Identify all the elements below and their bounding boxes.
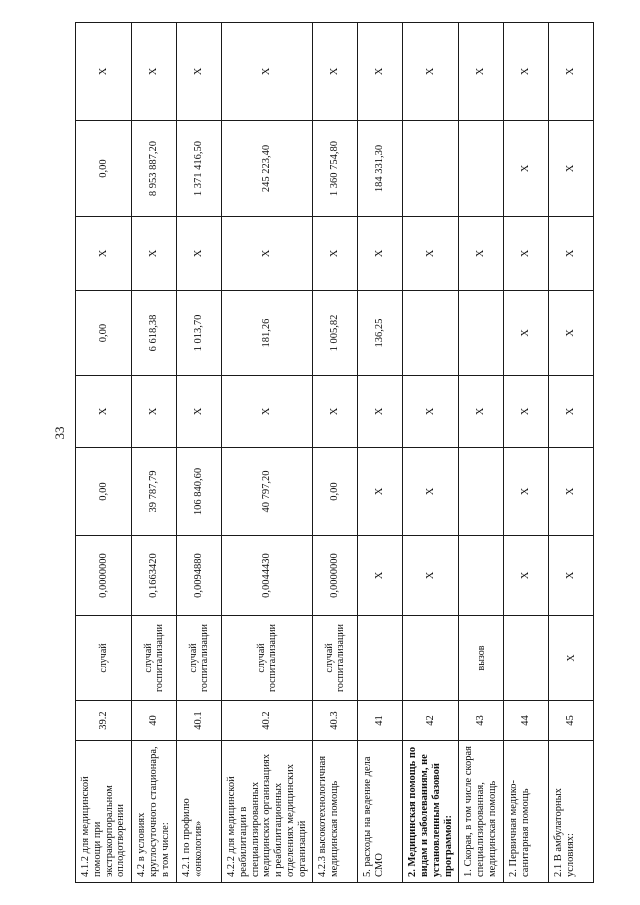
cell-c8: X [358,217,403,291]
cell-code: 40.2 [222,701,313,741]
cell-c6: X [504,376,549,448]
cell-c5: X [504,448,549,536]
row-label: 2. Медицинская помощь по видам и заболеваниям, не установленным базовой программой: [403,741,459,883]
cell-c4: X [358,536,403,616]
cell-c6: X [313,376,358,448]
row-label: 4.2.3 высокотехнологичная медицинская помощь [313,741,358,883]
cell-c9 [459,121,504,217]
cell-c8: X [177,217,222,291]
cell-c10: X [549,23,594,121]
cell-c6: X [222,376,313,448]
cell-c5: X [403,448,459,536]
cell-code: 40.1 [177,701,222,741]
cell-unit: случай госпитализации [132,616,177,701]
cell-c9 [403,121,459,217]
cell-c4: 0,0000000 [76,536,132,616]
cell-c10: X [313,23,358,121]
cell-c10: X [132,23,177,121]
row-label: 2.1 В амбулаторных условиях: [549,741,594,883]
cell-c7 [403,291,459,376]
cell-c9: X [504,121,549,217]
cell-c6: X [549,376,594,448]
cell-c4: X [403,536,459,616]
cell-c4: X [549,536,594,616]
cell-c7: X [504,291,549,376]
cell-code: 44 [504,701,549,741]
cell-c5: X [358,448,403,536]
page-number: 33 [52,426,67,439]
cell-c10: X [403,23,459,121]
cell-c4: 0,0000000 [313,536,358,616]
cell-c5: 39 787,79 [132,448,177,536]
cell-c9: 245 223,40 [222,121,313,217]
cell-c5: 40 797,20 [222,448,313,536]
cell-c9: X [549,121,594,217]
row-label: 5. расходы на ведение дела СМО [358,741,403,883]
table-row [313,23,358,883]
cell-c4: 0,0044430 [222,536,313,616]
row-label: 4.2.1 по профилю «онкология» [177,741,222,883]
cell-c7: 0,00 [76,291,132,376]
row-label: 4.2 в условиях круглосуточного стационара, в том числе: [132,741,177,883]
cell-c10: X [222,23,313,121]
cell-c10: X [504,23,549,121]
cell-c9: 1 371 416,50 [177,121,222,217]
cell-code: 39.2 [76,701,132,741]
cell-c6: X [358,376,403,448]
table-row [222,23,313,883]
cell-c5: 0,00 [76,448,132,536]
table-row [358,23,403,883]
cell-c4 [459,536,504,616]
cell-c9: 1 360 754,80 [313,121,358,217]
row-label: 2. Первичная медико-санитарная помощь [504,741,549,883]
cell-c7 [459,291,504,376]
cell-unit [504,616,549,701]
cell-unit [358,616,403,701]
row-label: 4.2.2 для медицинской реабилитации в специализированных медицинских организациях и реабилитационных отделениях медицинских организаций [222,741,313,883]
cell-code: 42 [403,701,459,741]
cell-unit: X [549,616,594,701]
cell-c5: 0,00 [313,448,358,536]
cell-unit: вызов [459,616,504,701]
table-row [504,23,549,883]
cell-code: 43 [459,701,504,741]
cell-c8: X [459,217,504,291]
cell-c6: X [459,376,504,448]
cell-unit: случай [76,616,132,701]
cell-unit: случай госпитализации [313,616,358,701]
cell-c7: 1 005,82 [313,291,358,376]
table-row [132,23,177,883]
cell-unit [403,616,459,701]
cell-c10: X [76,23,132,121]
cell-code: 45 [549,701,594,741]
cell-c8: X [549,217,594,291]
cell-c5: X [549,448,594,536]
table-row [403,23,459,883]
cell-code: 40.3 [313,701,358,741]
cell-c8: X [504,217,549,291]
cell-c6: X [177,376,222,448]
cell-c8: X [76,217,132,291]
cell-c7: 136,25 [358,291,403,376]
cell-c9: 8 953 887,20 [132,121,177,217]
cell-c7: 6 618,38 [132,291,177,376]
cell-c9: 0,00 [76,121,132,217]
table-row [177,23,222,883]
cell-c5: 106 840,60 [177,448,222,536]
cell-c7: 181,26 [222,291,313,376]
cell-unit: случай госпитализации [222,616,313,701]
row-label: 4.1.2 для медицинской помощи при экстракорпоральном оплодотворении [76,741,132,883]
cell-c10: X [358,23,403,121]
table-row [549,23,594,883]
cell-c7: X [549,291,594,376]
cell-c5 [459,448,504,536]
cell-c10: X [177,23,222,121]
financing-table [75,22,594,883]
table-row [76,23,132,883]
table-row [459,23,504,883]
cell-c7: 1 013,70 [177,291,222,376]
cell-c8: X [222,217,313,291]
cell-code: 40 [132,701,177,741]
cell-c4: 0,1663420 [132,536,177,616]
cell-c8: X [313,217,358,291]
cell-c9: 184 331,30 [358,121,403,217]
cell-c6: X [132,376,177,448]
cell-c8: X [403,217,459,291]
cell-c6: X [403,376,459,448]
rotated-table-container [75,23,577,883]
cell-code: 41 [358,701,403,741]
cell-c6: X [76,376,132,448]
cell-c10: X [459,23,504,121]
cell-c4: 0,0094880 [177,536,222,616]
row-label: 1. Скорая, в том числе скорая специализированная, медицинская помощь [459,741,504,883]
cell-c8: X [132,217,177,291]
cell-c4: X [504,536,549,616]
cell-unit: случай госпитализации [177,616,222,701]
